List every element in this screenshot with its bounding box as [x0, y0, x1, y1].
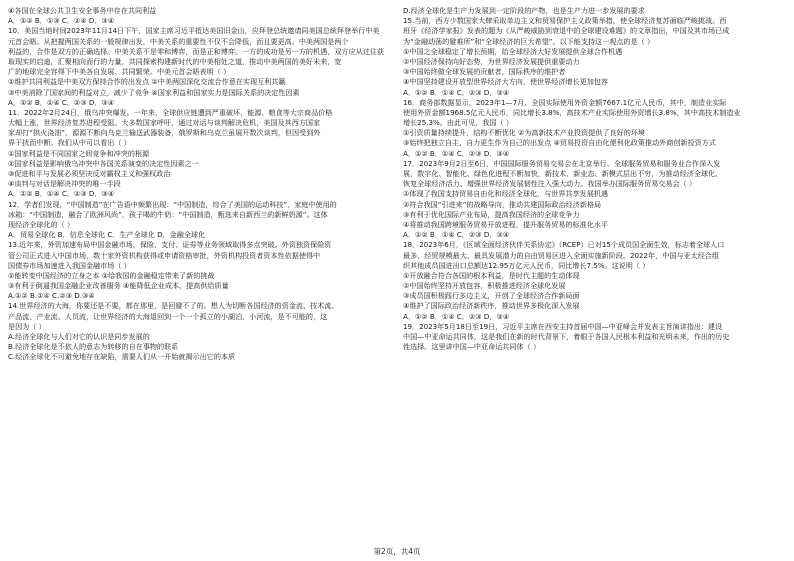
text-line: A．①② B．①④ C．②③ D．③④ — [403, 148, 510, 158]
text-line: 利益的，合作是双方的正确选择。中美关系不是零和博弈，而是正和博弈。一方的成功是另一方的机遇，双方应从过往获 — [8, 46, 384, 56]
text-line: ②中国始终坚持开放包容，积极推进经济全球化发展 — [403, 281, 566, 291]
text-line: 大幅上涨，世界经济复苏进程受阻。大多数国家呼吁，通过对话与谈判解决危机，美国及其西方国家 — [8, 118, 321, 128]
text-line: 班牙《经济学家报》发表的题为《从严峻威胁到衰退中的全球建设难题》的文章指出，中国及其市场已成 — [403, 26, 730, 36]
text-line: 为“金融动荡的避难所”和“全球经济的巨大希望”。以下能支持这一观点的是（ ） — [403, 36, 655, 46]
text-line: 16．商务部数据显示，2023年1—7月，全国实际使用外资金额7667.1亿元人民币，其中，制造业实际 — [403, 97, 727, 107]
text-line: ③成员国积极践行多边主义，开创了全球经济合作新局面 — [403, 291, 580, 301]
text-line: 17．2023年9月2日至6日，中国国际服务贸易交易会在北京举行。全球服务贸易和服务业合作深入发 — [403, 158, 721, 168]
text-line: ④维护了国际政治经济新秩序，推动世界多极化深入发展 — [403, 301, 580, 311]
text-line: 15.当前，西方少数国家大肆采取单边主义和贸易保护主义政策举措，使全球经济复苏面临严峻挑战。西 — [403, 16, 727, 26]
text-line: 增长25.3%。由此可见，我国（ ） — [403, 118, 513, 128]
text-line: 中国—中亚命运共同体，这是我们在新的时代背景下，着眼于各国人民根本利益和光明未来，作出的历史 — [403, 332, 730, 341]
text-line: 展，数字化、智能化、绿色化进程不断加快，新技术、新业态、新模式层出不穷，为推动经济全球化、 — [403, 169, 723, 178]
text-line: ①中国之全球稳定了增长预期，给全球经济大好发展提供全球合作机遇 — [403, 46, 623, 56]
text-line: 界干扰而中断。我们从中可以看出（ ） — [8, 138, 131, 148]
text-line: ②中国经济保持向好态势，为世界经济发展提供重要动力 — [403, 56, 580, 66]
text-line: A．①② B．①④ C．②③ D．③④ — [403, 230, 510, 240]
text-line: ④将推动我国跨境服务贸易开放进程，提升服务贸易的标准化水平 — [403, 219, 608, 229]
text-line: ①能转变中国经济的立身之本 ②给我国的金融稳定带来了新的挑战 — [8, 270, 215, 280]
text-line: 元首会晤。从把握两国关系的一般规律出发，中美关系的重要性不仅不会降低，而且要更高。中美两国是两个 — [8, 36, 349, 46]
text-line: 10．美国当地时间2023年11月14日下午，国家主席习近平抵达美国旧金山，应拜登总统邀请同美国总统拜登举行中美 — [8, 26, 380, 36]
text-line: 性选择。这里讲中国—中亚命运共同体（ ） — [403, 342, 541, 352]
text-line: ①体现了我国支持贸易自由化和经济全球化，与世界共享发展机遇 — [403, 189, 608, 199]
text-line: 是因为（ ） — [8, 321, 46, 331]
text-line: A.经济全球化与人们对它的认识是同步发展的 — [8, 332, 150, 341]
text-line: 19．2023年5月18日至19日，习近平主席在西安主持首届中国—中亚峰会并发表主旨演讲指出：建设 — [403, 321, 723, 331]
text-line: 11．2022年2月24日，俄乌冲突爆发。一年来，全球供应链遭到严重破坏，能源、粮食等大宗商品价格 — [8, 107, 333, 117]
text-line: 13.近年来，外资加速布局中国金融市场，保险、支付、证券等业务领域取得多点突破。外资独资保险资 — [8, 240, 332, 250]
text-line: ③中美消除了国家间的利益对立，减少了竞争 ④国家利益和国家实力是国际关系的决定性因素 — [8, 87, 300, 97]
left-column — [8, 6, 386, 363]
text-line: 现经济全球化的（ ） — [8, 219, 75, 229]
text-line: 使用外资金额1968.5亿元人民币，同比增长3.8%，高技术产业实际使用外资增长3.8%，其中高技术制造业 — [403, 107, 741, 117]
text-line: A．①② B．①④ C．②③ D．③④ — [8, 189, 115, 199]
text-line: ③有利于倒逼我国金融企业改善服务 ④能降低企业成本、提高供给质量 — [8, 281, 229, 291]
text-line: 最多、经贸规模最大、最具发展潜力的自由贸易区进入全面实施新阶段。2022年，中国与亚太经合组 — [403, 250, 719, 260]
text-line: ③有利于优化国际产业布局，提高我国经济的全球竞争力 — [403, 209, 580, 219]
text-line: 织其他成员国进出口总额达12.95万亿元人民币，同比增长7.5%。这说明（ ） — [403, 260, 650, 270]
text-line: 管公司正式进入中国市场，数十家外资机构获得或申请资格审批，外资机构投资者资本性依据使得中 — [8, 250, 321, 260]
text-line: ④中国坚持建设开放型世界经济大方向，使世界经济增长更加包容 — [403, 77, 608, 87]
text-line: 12．学者们发现，“中国制造”在广告语中频繁出现：“中国制造，综合了美国的运动科技”，家庭中使用的 — [8, 199, 337, 209]
text-line: A．贸易全球化 B．信息全球化 C．生产全球化 D．金融全球化 — [8, 230, 206, 240]
text-line: A．①② B．①④ C．②③ D．③④ — [8, 97, 115, 107]
text-line: ③中国始终做全球发展的贡献者，国际秩序的维护者 — [403, 67, 566, 77]
text-line: ①维护共同利益是中美双方保持合作的出发点 ②中美两国深化交流合作意在实现互利共赢 — [8, 77, 286, 87]
text-line: ③始终把独立自主、自力更生作为自己的出发点 ④贸易投资自由化便利化政策推动外商创新投资方式 — [403, 138, 716, 148]
text-line: 恢复全球经济活力、增强世界经济发展韧性注入强大动力。我国举办国际服务贸易交易会（ ） — [403, 179, 697, 189]
text-line: ④谈判与对话是解决冲突的唯一手段 — [8, 179, 121, 189]
text-line: 18．2023年6月，《区域全面经济伙伴关系协定》（RCEP）已对15个成员国全面生效，标志着全球人口 — [403, 240, 725, 250]
text-line: ①开放融合符合各国的根本利益，是时代主题的生动体现 — [403, 270, 580, 280]
text-line: A．①② B．①④ C．②③ D．③④ — [403, 87, 510, 97]
text-line: 国债券市场加速进入我国金融市场（ ） — [8, 260, 131, 270]
text-line: A．①② B．①③ C．②④ D．③④ — [8, 16, 115, 26]
text-line: 冰箱：“中国制造，融合了欧洲风尚”，孩子喝的牛奶：“中国制造，甄选来自新西兰的新鲜奶源”。这体 — [8, 209, 328, 219]
text-line: ①国家利益是不同国家之间竞争和冲突的根源 — [8, 148, 150, 158]
text-line: ②符合我国“引进来”的战略导向，推动共建国际政治经济新格局 — [403, 199, 602, 209]
text-line: ①引资质量持续提升，结构不断优化 ②为高新技术产业投资提供了良好的环境 — [403, 128, 645, 138]
text-line: A.①② B.①④ C.②③ D.③④ — [8, 291, 95, 301]
text-line: ④各国在全球公共卫生安全事务中存在共同利益 — [8, 6, 157, 15]
page-footer: 第2页，共4页 — [373, 547, 421, 556]
text-line: ②国家利益是影响俄乌冲突中各国关系演变的决定性因素之一 — [8, 158, 199, 168]
text-line: ③促进和平与发展必须坚决反对霸权主义和强权政治 — [8, 169, 171, 178]
right-column — [403, 6, 781, 352]
text-line: A．①② B．①④ C．②③ D．③④ — [403, 311, 510, 321]
text-line: 家却打“拱火浇油”，源源不断向乌克兰输送武器装备，俄罗斯和乌克兰虽展开数次谈判，但因受到外 — [8, 128, 321, 138]
text-line: C.经济全球化不可避免地存在缺陷，需要人们从一开始就揭示出它的本质 — [8, 352, 236, 362]
text-line: B.经济全球化是不依人的意志为转移的自在事物的联系 — [8, 342, 179, 352]
text-line: 14.世界经济的大海，你要还是不要，都在那里，是回避不了的。想人为切断各国经济的资金流、技术流、 — [8, 301, 339, 311]
text-line: D.经济全球化是生产力发展到一定阶段的产物，也是生产力进一步发展的要求 — [403, 6, 645, 15]
text-line: 产品流、产业流、人员流，让世界经济的大海退回到一个一个孤立的小湖泊、小河流，是不可能的，这 — [8, 311, 328, 321]
text-line: 取现实的启迪，汇聚相向而行的力量，共同探索构建新时代的中美相处之道，推动中美两国的美好未来，宽 — [8, 56, 342, 66]
text-line: 广的地球完全容得下中美各自发展、共同繁荣。中美元首会晤表明（ ） — [8, 67, 231, 77]
